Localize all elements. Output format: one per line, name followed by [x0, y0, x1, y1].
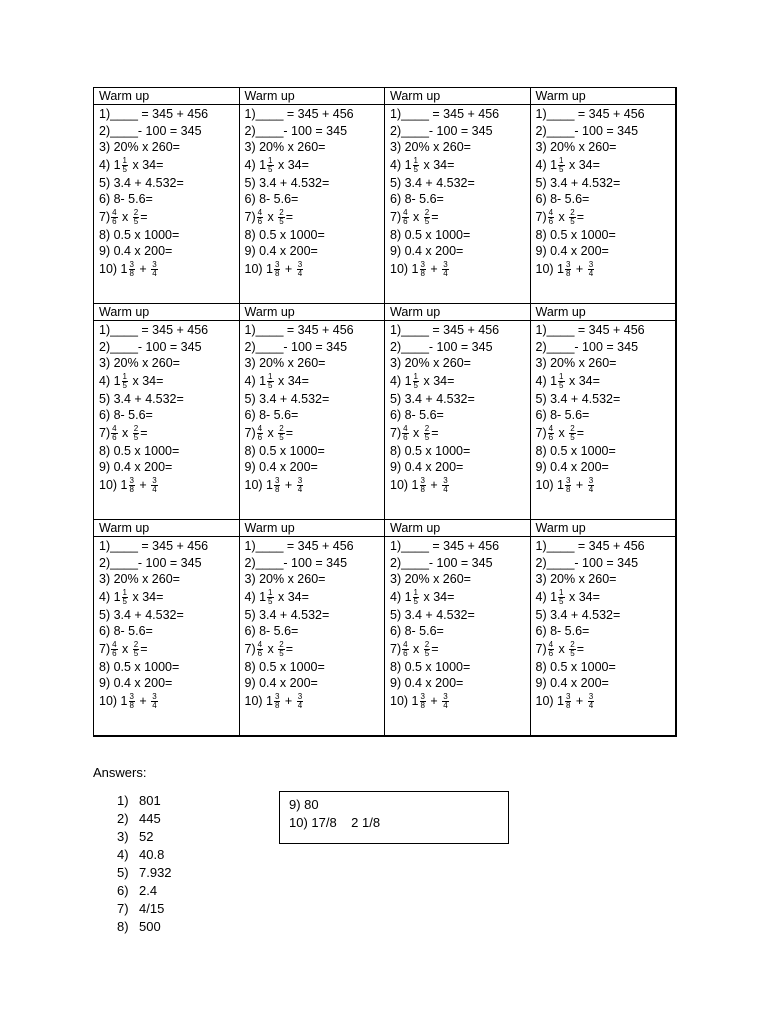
question-1: 1)____ = 345 + 456: [244, 323, 354, 337]
question-3: 3) 20% x 260=: [535, 356, 617, 370]
fraction: $\frac{4}{6}$: [257, 207, 263, 226]
cell-title: Warm up: [240, 304, 385, 321]
fraction: $\frac{1}{5}$: [413, 155, 418, 174]
fraction: $\frac{4}{6}$: [548, 423, 554, 442]
question-1: 1)____ = 345 + 456: [535, 539, 645, 553]
answer-10: 10) 17/8 2 1/8: [289, 815, 381, 830]
question-7: 7) $\frac{4}{6}$ x $\frac{2}{5}$ =: [244, 207, 294, 226]
answers-list: [117, 792, 172, 936]
question-list: [240, 321, 385, 495]
question-8: 8) 0.5 x 1000=: [390, 659, 471, 674]
question-7: 7) $\frac{4}{6}$ x $\frac{2}{5}$ =: [390, 639, 439, 658]
question-2: 2)____- 100 = 345: [535, 123, 639, 138]
question-list: [531, 321, 676, 495]
answer-item: 5) 7.932: [117, 865, 172, 880]
fraction: $\frac{1}{5}$: [413, 371, 418, 390]
fraction: $\frac{4}{6}$: [403, 639, 408, 658]
question-3: 3) 20% x 260=: [99, 140, 180, 154]
fraction: $\frac{3}{4}$: [443, 475, 448, 494]
fraction: $\frac{3}{8}$: [420, 259, 425, 278]
question-5: 5) 3.4 + 4.532=: [99, 607, 184, 622]
cell-title: Warm up: [385, 304, 530, 321]
question-9: 9) 0.4 x 200=: [535, 244, 609, 258]
fraction: $\frac{1}{5}$: [559, 155, 564, 174]
answer-9: 9) 80: [289, 797, 319, 812]
warm-up-cell: [530, 519, 677, 736]
question-4: 4) 1 $\frac{1}{5}$ x 34=: [99, 587, 164, 606]
question-list: [94, 105, 239, 279]
fraction: $\frac{3}{8}$: [275, 475, 280, 494]
question-10: 10) 1 $\frac{3}{8}$ + $\frac{3}{4}$: [390, 691, 448, 710]
question-6: 6) 8- 5.6=: [535, 624, 590, 638]
question-2: 2)____- 100 = 345: [244, 123, 348, 138]
fraction: $\frac{2}{5}$: [133, 207, 139, 226]
fraction: $\frac{2}{5}$: [133, 423, 139, 442]
question-2: 2)____- 100 = 345: [99, 339, 202, 354]
question-10: 10) 1 $\frac{3}{8}$ + $\frac{3}{4}$: [99, 691, 157, 710]
question-9: 9) 0.4 x 200=: [390, 460, 464, 474]
question-2: 2)____- 100 = 345: [99, 555, 202, 570]
question-6: 6) 8- 5.6=: [390, 192, 444, 206]
answer-item: 2) 445: [117, 811, 161, 826]
question-2: 2)____- 100 = 345: [244, 339, 348, 354]
cell-title: Warm up: [531, 520, 676, 537]
question-9: 9) 0.4 x 200=: [99, 676, 173, 690]
question-7: 7) $\frac{4}{6}$ x $\frac{2}{5}$ =: [535, 207, 585, 226]
question-7: 7) $\frac{4}{6}$ x $\frac{2}{5}$ =: [535, 423, 585, 442]
warm-up-grid: [93, 87, 677, 737]
question-list: [531, 105, 676, 279]
question-1: 1)____ = 345 + 456: [390, 323, 500, 337]
question-7: 7) $\frac{4}{6}$ x $\frac{2}{5}$ =: [99, 639, 148, 658]
answer-item: 3) 52: [117, 829, 154, 844]
question-7: 7) $\frac{4}{6}$ x $\frac{2}{5}$ =: [390, 207, 439, 226]
question-9: 9) 0.4 x 200=: [99, 460, 173, 474]
question-8: 8) 0.5 x 1000=: [99, 227, 180, 242]
question-list: [94, 321, 239, 495]
answer-item: 8) 500: [117, 919, 161, 934]
fraction: $\frac{4}{6}$: [403, 423, 408, 442]
fraction: $\frac{3}{8}$: [420, 475, 425, 494]
question-8: 8) 0.5 x 1000=: [535, 443, 616, 458]
answer-item: 1) 801: [117, 793, 161, 808]
question-8: 8) 0.5 x 1000=: [390, 227, 471, 242]
fraction: $\frac{3}{8}$: [129, 475, 134, 494]
warm-up-cell: [530, 87, 677, 304]
question-7: 7) $\frac{4}{6}$ x $\frac{2}{5}$ =: [535, 639, 585, 658]
warm-up-cell: [384, 519, 531, 736]
question-1: 1)____ = 345 + 456: [390, 539, 500, 553]
question-10: 10) 1 $\frac{3}{8}$ + $\frac{3}{4}$: [99, 259, 157, 278]
question-9: 9) 0.4 x 200=: [99, 244, 173, 258]
question-10: 10) 1 $\frac{3}{8}$ + $\frac{3}{4}$: [535, 475, 594, 494]
question-5: 5) 3.4 + 4.532=: [99, 175, 184, 190]
question-5: 5) 3.4 + 4.532=: [244, 391, 330, 406]
question-6: 6) 8- 5.6=: [99, 192, 153, 206]
cell-title: Warm up: [94, 88, 239, 105]
question-1: 1)____ = 345 + 456: [244, 539, 354, 553]
question-3: 3) 20% x 260=: [244, 140, 326, 154]
fraction: $\frac{2}{5}$: [424, 639, 430, 658]
question-3: 3) 20% x 260=: [535, 572, 617, 586]
question-7: 7) $\frac{4}{6}$ x $\frac{2}{5}$ =: [244, 423, 294, 442]
fraction: $\frac{3}{8}$: [275, 259, 280, 278]
question-8: 8) 0.5 x 1000=: [244, 659, 325, 674]
question-2: 2)____- 100 = 345: [390, 339, 493, 354]
fraction: $\frac{1}{5}$: [413, 587, 418, 606]
question-list: [385, 105, 530, 279]
question-4: 4) 1 $\frac{1}{5}$ x 34=: [535, 587, 600, 606]
warm-up-cell: [93, 519, 240, 736]
fraction: $\frac{3}{8}$: [566, 475, 571, 494]
question-7: 7) $\frac{4}{6}$ x $\frac{2}{5}$ =: [244, 639, 294, 658]
cell-title: Warm up: [240, 520, 385, 537]
question-3: 3) 20% x 260=: [390, 356, 471, 370]
question-2: 2)____- 100 = 345: [99, 123, 202, 138]
question-7: 7) $\frac{4}{6}$ x $\frac{2}{5}$ =: [99, 207, 148, 226]
fraction: $\frac{1}{5}$: [122, 371, 127, 390]
fraction: $\frac{4}{6}$: [257, 639, 263, 658]
cell-title: Warm up: [385, 88, 530, 105]
question-3: 3) 20% x 260=: [99, 356, 180, 370]
question-10: 10) 1 $\frac{3}{8}$ + $\frac{3}{4}$: [244, 259, 303, 278]
question-4: 4) 1 $\frac{1}{5}$ x 34=: [390, 371, 455, 390]
question-3: 3) 20% x 260=: [99, 572, 180, 586]
fraction: $\frac{3}{4}$: [588, 475, 594, 494]
question-9: 9) 0.4 x 200=: [244, 244, 318, 258]
fraction: $\frac{4}{6}$: [112, 639, 117, 658]
question-8: 8) 0.5 x 1000=: [535, 227, 616, 242]
fraction: $\frac{2}{5}$: [570, 423, 575, 442]
cell-title: Warm up: [531, 88, 676, 105]
fraction: $\frac{4}{6}$: [112, 207, 117, 226]
question-9: 9) 0.4 x 200=: [390, 244, 464, 258]
warm-up-cell: [239, 87, 386, 304]
question-9: 9) 0.4 x 200=: [244, 676, 318, 690]
question-5: 5) 3.4 + 4.532=: [535, 607, 621, 622]
question-4: 4) 1 $\frac{1}{5}$ x 34=: [535, 371, 600, 390]
fraction: $\frac{1}{5}$: [268, 587, 273, 606]
question-3: 3) 20% x 260=: [390, 572, 471, 586]
question-8: 8) 0.5 x 1000=: [99, 443, 180, 458]
fraction: $\frac{3}{8}$: [129, 691, 134, 710]
fraction: $\frac{4}{6}$: [548, 639, 554, 658]
fraction: $\frac{2}{5}$: [424, 207, 430, 226]
fraction: $\frac{3}{4}$: [588, 691, 594, 710]
question-list: [385, 537, 530, 711]
fraction: $\frac{3}{4}$: [588, 259, 594, 278]
answers-box: [279, 791, 509, 844]
fraction: $\frac{2}{5}$: [279, 639, 284, 658]
question-5: 5) 3.4 + 4.532=: [390, 391, 475, 406]
question-5: 5) 3.4 + 4.532=: [244, 175, 330, 190]
fraction: $\frac{1}{5}$: [268, 371, 273, 390]
question-1: 1)____ = 345 + 456: [535, 107, 645, 121]
question-10: 10) 1 $\frac{3}{8}$ + $\frac{3}{4}$: [390, 475, 448, 494]
fraction: $\frac{3}{8}$: [129, 259, 134, 278]
cell-title: Warm up: [240, 88, 385, 105]
question-4: 4) 1 $\frac{1}{5}$ x 34=: [99, 155, 164, 174]
question-5: 5) 3.4 + 4.532=: [390, 175, 475, 190]
question-7: 7) $\frac{4}{6}$ x $\frac{2}{5}$ =: [99, 423, 148, 442]
warm-up-cell: [239, 519, 386, 736]
question-list: [531, 537, 676, 711]
fraction: $\frac{1}{5}$: [122, 155, 127, 174]
cell-title: Warm up: [94, 520, 239, 537]
question-3: 3) 20% x 260=: [390, 140, 471, 154]
question-2: 2)____- 100 = 345: [390, 555, 493, 570]
warm-up-cell: [384, 87, 531, 304]
question-3: 3) 20% x 260=: [244, 356, 326, 370]
fraction: $\frac{2}{5}$: [424, 423, 430, 442]
fraction: $\frac{3}{4}$: [297, 691, 303, 710]
cell-title: Warm up: [385, 520, 530, 537]
answer-item: 7) 4/15: [117, 901, 165, 916]
answer-item: 6) 2.4: [117, 883, 158, 898]
cell-title: Warm up: [94, 304, 239, 321]
question-10: 10) 1 $\frac{3}{8}$ + $\frac{3}{4}$: [244, 691, 303, 710]
question-1: 1)____ = 345 + 456: [99, 539, 209, 553]
fraction: $\frac{2}{5}$: [279, 423, 284, 442]
fraction: $\frac{3}{4}$: [443, 259, 448, 278]
question-6: 6) 8- 5.6=: [99, 624, 153, 638]
question-6: 6) 8- 5.6=: [535, 408, 590, 422]
fraction: $\frac{3}{4}$: [297, 475, 303, 494]
question-4: 4) 1 $\frac{1}{5}$ x 34=: [244, 587, 309, 606]
fraction: $\frac{1}{5}$: [559, 587, 564, 606]
question-1: 1)____ = 345 + 456: [99, 323, 209, 337]
fraction: $\frac{1}{5}$: [268, 155, 273, 174]
question-10: 10) 1 $\frac{3}{8}$ + $\frac{3}{4}$: [390, 259, 448, 278]
question-6: 6) 8- 5.6=: [244, 408, 299, 422]
question-6: 6) 8- 5.6=: [535, 192, 590, 206]
question-6: 6) 8- 5.6=: [99, 408, 153, 422]
question-10: 10) 1 $\frac{3}{8}$ + $\frac{3}{4}$: [99, 475, 157, 494]
question-6: 6) 8- 5.6=: [244, 624, 299, 638]
question-8: 8) 0.5 x 1000=: [390, 443, 471, 458]
question-10: 10) 1 $\frac{3}{8}$ + $\frac{3}{4}$: [244, 475, 303, 494]
question-5: 5) 3.4 + 4.532=: [390, 607, 475, 622]
fraction: $\frac{3}{4}$: [297, 259, 303, 278]
question-1: 1)____ = 345 + 456: [244, 107, 354, 121]
fraction: $\frac{2}{5}$: [279, 207, 284, 226]
question-list: [240, 537, 385, 711]
fraction: $\frac{1}{5}$: [559, 371, 564, 390]
fraction: $\frac{4}{6}$: [257, 423, 263, 442]
warm-up-cell: [239, 303, 386, 520]
fraction: $\frac{3}{8}$: [566, 691, 571, 710]
fraction: $\frac{3}{4}$: [152, 475, 157, 494]
question-5: 5) 3.4 + 4.532=: [535, 391, 621, 406]
fraction: $\frac{1}{5}$: [122, 587, 127, 606]
question-1: 1)____ = 345 + 456: [535, 323, 645, 337]
question-2: 2)____- 100 = 345: [244, 555, 348, 570]
question-8: 8) 0.5 x 1000=: [99, 659, 180, 674]
question-list: [385, 321, 530, 495]
fraction: $\frac{3}{8}$: [275, 691, 280, 710]
question-9: 9) 0.4 x 200=: [535, 460, 609, 474]
fraction: $\frac{2}{5}$: [133, 639, 139, 658]
question-8: 8) 0.5 x 1000=: [244, 227, 325, 242]
question-1: 1)____ = 345 + 456: [390, 107, 500, 121]
question-4: 4) 1 $\frac{1}{5}$ x 34=: [99, 371, 164, 390]
question-8: 8) 0.5 x 1000=: [535, 659, 616, 674]
warm-up-cell: [530, 303, 677, 520]
question-6: 6) 8- 5.6=: [244, 192, 299, 206]
warm-up-cell: [93, 303, 240, 520]
question-3: 3) 20% x 260=: [244, 572, 326, 586]
fraction: $\frac{3}{4}$: [152, 691, 157, 710]
question-6: 6) 8- 5.6=: [390, 624, 444, 638]
question-6: 6) 8- 5.6=: [390, 408, 444, 422]
fraction: $\frac{3}{8}$: [420, 691, 425, 710]
question-4: 4) 1 $\frac{1}{5}$ x 34=: [535, 155, 600, 174]
question-4: 4) 1 $\frac{1}{5}$ x 34=: [390, 587, 455, 606]
question-1: 1)____ = 345 + 456: [99, 107, 209, 121]
question-4: 4) 1 $\frac{1}{5}$ x 34=: [244, 155, 309, 174]
fraction: $\frac{4}{6}$: [112, 423, 117, 442]
question-5: 5) 3.4 + 4.532=: [535, 175, 621, 190]
question-4: 4) 1 $\frac{1}{5}$ x 34=: [390, 155, 455, 174]
question-9: 9) 0.4 x 200=: [244, 460, 318, 474]
question-2: 2)____- 100 = 345: [535, 555, 639, 570]
question-3: 3) 20% x 260=: [535, 140, 617, 154]
question-5: 5) 3.4 + 4.532=: [244, 607, 330, 622]
answers-heading: Answers:: [93, 765, 147, 780]
fraction: $\frac{3}{4}$: [152, 259, 157, 278]
fraction: $\frac{3}{8}$: [566, 259, 571, 278]
question-5: 5) 3.4 + 4.532=: [99, 391, 184, 406]
answer-item: 4) 40.8: [117, 847, 165, 862]
question-list: [240, 105, 385, 279]
warm-up-cell: [93, 87, 240, 304]
question-9: 9) 0.4 x 200=: [390, 676, 464, 690]
fraction: $\frac{2}{5}$: [570, 639, 575, 658]
fraction: $\frac{3}{4}$: [443, 691, 448, 710]
question-2: 2)____- 100 = 345: [390, 123, 493, 138]
question-list: [94, 537, 239, 711]
question-4: 4) 1 $\frac{1}{5}$ x 34=: [244, 371, 309, 390]
question-9: 9) 0.4 x 200=: [535, 676, 609, 690]
fraction: $\frac{4}{6}$: [548, 207, 554, 226]
question-10: 10) 1 $\frac{3}{8}$ + $\frac{3}{4}$: [535, 259, 594, 278]
cell-title: Warm up: [531, 304, 676, 321]
fraction: $\frac{2}{5}$: [570, 207, 575, 226]
fraction: $\frac{4}{6}$: [403, 207, 408, 226]
question-8: 8) 0.5 x 1000=: [244, 443, 325, 458]
question-7: 7) $\frac{4}{6}$ x $\frac{2}{5}$ =: [390, 423, 439, 442]
warm-up-cell: [384, 303, 531, 520]
question-10: 10) 1 $\frac{3}{8}$ + $\frac{3}{4}$: [535, 691, 594, 710]
question-2: 2)____- 100 = 345: [535, 339, 639, 354]
